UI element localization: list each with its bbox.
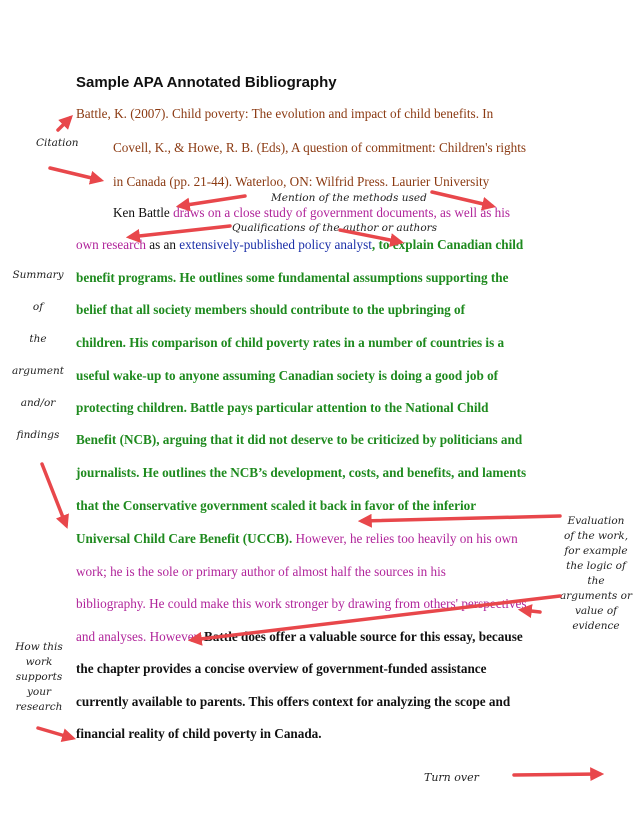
arrow-qualifications-right [340,230,400,242]
evaluation-note-line: value of [574,605,618,617]
methods-text-cont: own research [76,237,146,252]
arrow-citation-up [58,118,70,130]
body-line-8: Benefit (NCB), arguing that it did not deserve to be criticized by politicians and [76,432,523,447]
research-note-line: supports [15,671,63,683]
arrow-citation-right [50,168,100,180]
summary-note-line: the [29,333,47,345]
evaluation-start: However, he relies too heavily on his own [292,531,518,546]
arrow-research [38,728,72,738]
turn-over-note: Turn over [424,771,479,784]
summary-note-line: of [32,301,44,313]
arrow-methods-right [432,192,492,206]
arrow-turn-over [514,774,600,775]
evaluation-note-line: evidence [572,620,620,632]
qualifications-note: Qualifications of the author or authors [232,222,438,234]
summary-note-line: argument [12,365,64,377]
body-line-17: financial reality of child poverty in Canada. [76,726,322,741]
body-line-9: journalists. He outlines the NCB’s development, costs, and benefits, and laments [76,465,527,480]
evaluation-note-line: for example [564,545,628,557]
body-line-10: that the Conservative government scaled it back in favor of the inferior [76,498,477,513]
research-note-line: work [25,656,53,668]
body-line-3: benefit programs. He outlines some fundamental assumptions supporting the [76,270,509,285]
evaluation-note-line: of the work, [563,530,629,542]
summary-note-line: findings [16,429,60,441]
research-start: Battle does offer a valuable source for this essay, because [204,629,523,644]
citation-note: Citation [36,137,79,149]
citation-line-1: Battle, K. (2007). Child poverty: The evolution and impact of child benefits. In [76,106,494,121]
body-line-16: currently available to parents. This offers context for analyzing the scope and [76,694,511,709]
body-line-13: bibliography. He could make this work stronger by drawing from others' perspectives [76,596,527,611]
qualification-text: extensively-published policy analyst [179,237,372,252]
body-line-7: protecting children. Battle pays particular attention to the National Child [76,400,489,415]
arrow-qualifications-left [130,226,230,237]
summary-start: , to explain Canadian child [371,237,524,252]
page-title: Sample APA Annotated Bibliography [76,74,337,91]
body-line-6: useful wake-up to anyone assuming Canadian society is doing a good job of [76,368,499,383]
evaluation-note-line: the logic of [566,560,626,572]
author-name: Ken Battle [113,205,174,220]
arrow-evaluation-left [362,516,560,521]
summary-end: Universal Child Care Benefit (UCCB). [76,531,293,546]
evaluation-end: and analyses. However, [76,629,205,644]
citation-line-2: Covell, K., & Howe, R. B. (Eds), A question of commitment: Children's rights [113,140,526,155]
research-note-line: How this [15,641,63,653]
arrow-summary [42,464,66,525]
arrow-evaluation-mid [192,596,560,640]
methods-text: draws on a close study of government documents, as well as his [173,205,511,220]
evaluation-note-line: arguments or [560,590,632,602]
body-line-4: belief that all society members should contribute to the upbringing of [76,302,466,317]
body-line-12: work; he is the sole or primary author of almost half the sources in his [76,564,446,579]
methods-note: Mention of the methods used [271,192,427,204]
connector-text: as an [145,237,180,252]
research-note-line: your [26,686,52,698]
arrow-evaluation-down [522,610,540,612]
arrow-methods [180,196,245,206]
evaluation-note-line: Evaluation [567,515,625,527]
summary-note-line: and/or [20,397,56,409]
citation-line-3: in Canada (pp. 21-44). Waterloo, ON: Wilfrid Press. Laurier University [113,174,490,189]
research-note-line: research [15,701,63,713]
body-line-15: the chapter provides a concise overview of government-funded assistance [76,661,487,676]
summary-note-line: Summary [12,269,64,281]
evaluation-note-line: the [587,575,605,587]
body-line-5: children. His comparison of child poverty rates in a number of countries is a [76,335,505,350]
